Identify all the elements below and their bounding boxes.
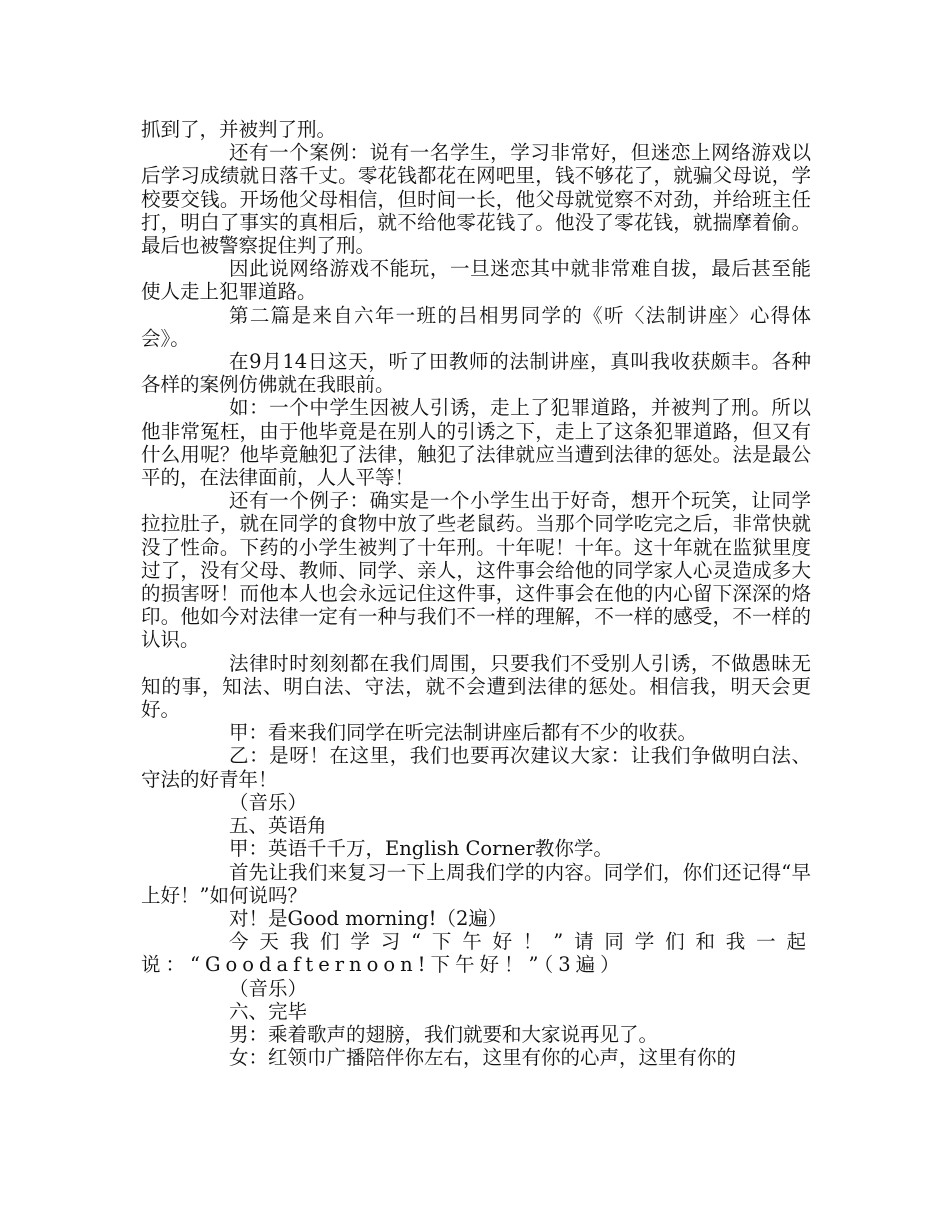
document-body — [141, 118, 811, 1069]
section-heading: 六、完毕 — [229, 999, 308, 1023]
dialogue-line: 乙：是呀！在这里，我们也要再次建议大家：让我们争做明白法、守法的好青年！ — [141, 744, 811, 791]
paragraph: 今天我们学习“下午好！”请同学们和我一起说：“Goodafternoon!下午好！”（3遍） — [141, 930, 811, 977]
paragraph: 还有一个案例：说有一名学生，学习非常好，但迷恋上网络游戏以后学习成绩就日落千丈。零花钱都花在网吧里，钱不够花了，就骗父母说，学校要交钱。开场他父母相信，但时间一长，他父母就觉察不对劲，并给班主任打，明白了事实的真相后，就不给他零花钱了。他没了零花钱，就揣摩着偷。最后也被警察捉住判了刑。 — [141, 141, 811, 258]
paragraph: 还有一个例子：确实是一个小学生出于好奇，想开个玩笑，让同学拉拉肚子，就在同学的食物中放了些老鼠药。当那个同学吃完之后，非常快就没了性命。下药的小学生被判了十年刑。十年呢！十年。这十年就在监狱里度过了，没有父母、教师、同学、亲人，这件事会给他的同学家人心灵造成多大的损害呀！而他本人也会永远记住这件事，这件事会在他的内心留下深深的烙印。他如今对法律一定有一种与我们不一样的理解，不一样的感受，不一样的认识。 — [141, 489, 811, 652]
dialogue-line: 甲：英语千千万，English Corner教你学。 — [229, 837, 613, 861]
dialogue-line: 女：红领巾广播陪伴你左右，这里有你的心声，这里有你的 — [229, 1046, 737, 1070]
paragraph: 如：一个中学生因被人引诱，走上了犯罪道路，并被判了刑。所以他非常冤枉，由于他毕竟是在别人的引诱之下，走上了这条犯罪道路，但又有什么用呢？他毕竟触犯了法律，触犯了法律就应当遭到法律的惩处。法是最公平的，在法律面前，人人平等！ — [141, 396, 811, 490]
paragraph: 因此说网络游戏不能玩，一旦迷恋其中就非常难自拔，最后甚至能使人走上犯罪道路。 — [141, 257, 811, 304]
paragraph: 抓到了，并被判了刑。 — [141, 118, 337, 141]
dialogue-line: 男：乘着歌声的翅膀，我们就要和大家说再见了。 — [229, 1022, 659, 1046]
paragraph: 在9月14日这天，听了田教师的法制讲座，真叫我收获颇丰。各种各样的案例仿佛就在我眼前。 — [141, 350, 811, 397]
section-heading: 五、英语角 — [229, 814, 327, 838]
stage-direction: （音乐） — [229, 790, 308, 814]
paragraph: 第二篇是来自六年一班的吕相男同学的《听〈法制讲座〉心得体会》。 — [141, 303, 811, 350]
paragraph: 法律时时刻刻都在我们周围，只要我们不受别人引诱，不做愚昧无知的事，知法、明白法、守法，就不会遭到法律的惩处。相信我，明天会更好。 — [141, 651, 811, 722]
paragraph: 首先让我们来复习一下上周我们学的内容。同学们，你们还记得“早上好！”如何说吗？ — [141, 860, 811, 907]
stage-direction: （音乐） — [229, 976, 308, 1000]
dialogue-line: 甲：看来我们同学在听完法制讲座后都有不少的收获。 — [229, 721, 698, 745]
paragraph: 对！是Good morning!（2遍） — [229, 906, 508, 930]
